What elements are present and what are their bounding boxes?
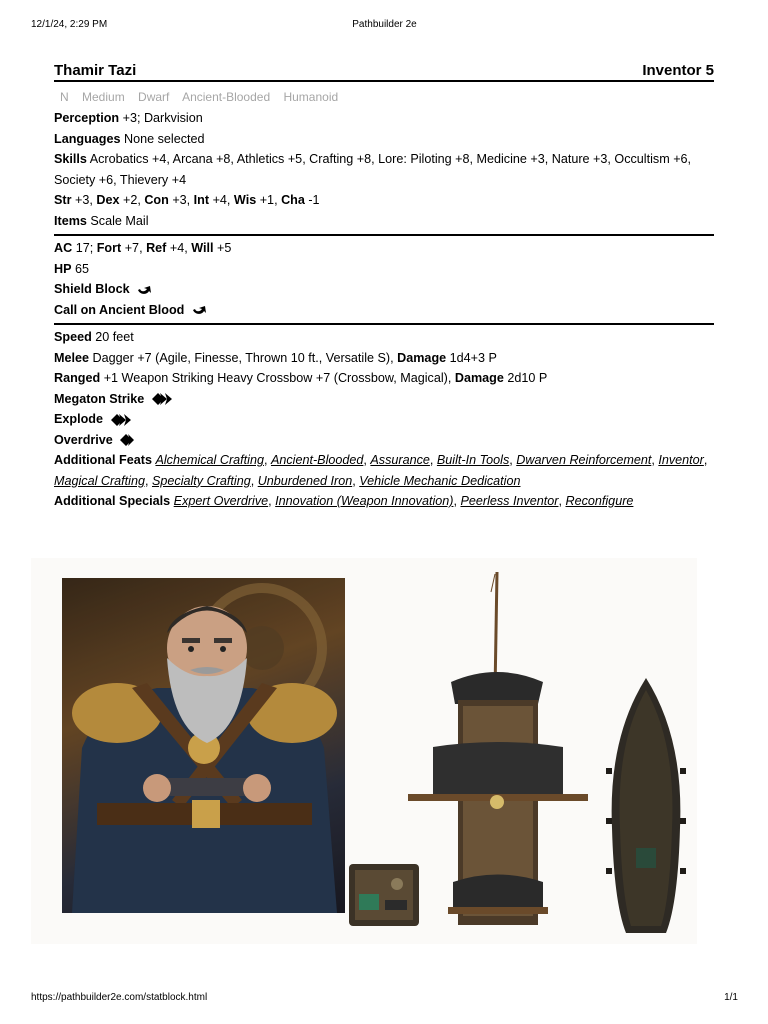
str-label: Str (54, 193, 72, 207)
additional-feats-label: Additional Feats (54, 453, 152, 467)
str-value: +3 (75, 193, 90, 207)
feat-link[interactable]: Unburdened Iron (257, 473, 353, 488)
hp-line (54, 259, 714, 280)
action-name: Overdrive (54, 432, 113, 447)
special-link[interactable]: Innovation (Weapon Innovation) (275, 494, 454, 508)
will-label: Will (191, 241, 214, 255)
feat-link[interactable]: Magical Crafting (54, 473, 145, 488)
airship-deck-image (403, 572, 593, 938)
two-action-icon (110, 413, 134, 427)
will-value: +5 (217, 241, 232, 255)
print-date: 12/1/24, 2:29 PM (31, 19, 108, 30)
action-explode (54, 409, 714, 430)
reaction-name: Shield Block (54, 282, 130, 296)
fort-label: Fort (96, 241, 122, 255)
character-name: Thamir Tazi (54, 62, 137, 79)
ship-hull-image (606, 678, 686, 938)
trait-size: Medium (82, 90, 125, 104)
hp-label: HP (54, 261, 72, 276)
dex-label: Dex (96, 193, 120, 207)
cha-value: -1 (308, 193, 320, 207)
feat-link[interactable]: Alchemical Crafting (155, 453, 264, 467)
melee-line (54, 348, 714, 369)
speed-line (54, 323, 714, 348)
feat-link[interactable]: Built-In Tools (436, 453, 510, 467)
trait-heritage: Ancient-Blooded (182, 90, 271, 104)
print-page-number: 1/1 (724, 992, 738, 1003)
one-action-icon (119, 433, 135, 447)
action-name: Megaton Strike (54, 391, 145, 406)
languages-label: Languages (54, 131, 121, 146)
special-link[interactable]: Expert Overdrive (173, 494, 269, 508)
ac-label: AC (54, 241, 73, 255)
dwarf-portrait (62, 578, 345, 913)
ref-value: +4 (169, 241, 185, 255)
feat-link[interactable]: Vehicle Mechanic Dedication (359, 473, 521, 488)
print-footer (31, 992, 738, 1006)
action-name: Explode (54, 412, 103, 426)
hp-value: 65 (75, 261, 90, 276)
ref-label: Ref (146, 241, 167, 255)
feat-link[interactable]: Inventor (658, 453, 704, 467)
character-artwork (31, 558, 697, 944)
print-title: Pathbuilder 2e (352, 19, 417, 30)
action-megaton-strike (54, 389, 714, 410)
feat-link[interactable]: Assurance (370, 453, 430, 467)
additional-specials-label: Additional Specials (54, 494, 171, 508)
character-class-level: Inventor 5 (642, 62, 714, 79)
ranged-damage-label: Damage (454, 371, 504, 385)
perception-line (54, 108, 714, 129)
int-value: +4 (212, 193, 227, 207)
speed-value: 20 feet (95, 330, 134, 344)
feat-link[interactable]: Dwarven Reinforcement (516, 453, 652, 467)
additional-specials-line: Additional Specials Expert Overdrive, Innovation (Weapon Innovation), Peerless Inventor, Reconfigure (54, 494, 634, 508)
ranged-label: Ranged (54, 371, 101, 385)
print-header (31, 19, 738, 33)
speed-label: Speed (54, 330, 92, 344)
items-value: Scale Mail (90, 213, 149, 228)
special-link[interactable]: Reconfigure (565, 494, 634, 508)
reaction-icon (136, 283, 152, 297)
melee-label: Melee (54, 350, 90, 365)
special-link[interactable]: Peerless Inventor (460, 494, 559, 508)
perception-label: Perception (54, 111, 120, 125)
melee-damage-value: 1d4+3 P (449, 350, 497, 365)
skills-value: Acrobatics +4, Arcana +8, Athletics +5, Crafting +8, Lore: Piloting +8, Medicine +3, Nature +3, Occultism +6, Society +6, Thievery +4 (54, 152, 692, 187)
languages-line (54, 129, 714, 150)
dex-value: +2 (122, 193, 138, 207)
melee-damage-label: Damage (397, 350, 447, 365)
abilities-line: Str +3, Dex +2, Con +3, Int +4, Wis +1, Cha -1 (54, 193, 320, 207)
wis-value: +1 (259, 193, 275, 207)
wis-label: Wis (233, 193, 257, 207)
fort-value: +7 (124, 241, 140, 255)
con-label: Con (144, 193, 169, 207)
trait-alignment: N (60, 90, 69, 104)
ranged-value: +1 Weapon Striking Heavy Crossbow +7 (Crossbow, Magical), (103, 371, 452, 385)
items-label: Items (54, 213, 87, 228)
melee-value: Dagger +7 (Agile, Finesse, Thrown 10 ft., Versatile S), (92, 350, 394, 365)
cha-label: Cha (281, 193, 305, 207)
defense-line: AC 17; Fort +7, Ref +4, Will +5 (54, 234, 714, 259)
feat-link[interactable]: Ancient-Blooded (270, 453, 364, 467)
ranged-damage-value: 2d10 P (507, 371, 548, 385)
ranged-line (54, 368, 714, 389)
trait-list (54, 90, 714, 108)
reaction-shield-block (54, 279, 714, 300)
additional-feats-line: Additional Feats Alchemical Crafting, Ancient-Blooded, Assurance, Built-In Tools, Dwarven Reinforcement, Inventor, Magical Crafting, Specialty Crafting, Unburdened Iron, Vehicle Mechanic Dedication (54, 453, 708, 488)
int-label: Int (193, 193, 210, 207)
statblock-title-row (54, 55, 714, 82)
reaction-call-on-ancient-blood (54, 300, 714, 321)
skills-label: Skills (54, 152, 87, 166)
reaction-icon (191, 303, 207, 317)
con-value: +3 (172, 193, 187, 207)
skills-line (54, 149, 714, 190)
statblock (54, 55, 714, 512)
feat-link[interactable]: Specialty Crafting (152, 473, 251, 488)
two-action-icon (151, 392, 175, 406)
reaction-name: Call on Ancient Blood (54, 302, 185, 317)
print-url: https://pathbuilder2e.com/statblock.html (31, 992, 208, 1003)
trait-ancestry: Dwarf (138, 90, 170, 104)
action-overdrive (54, 430, 714, 451)
items-line (54, 211, 714, 232)
trait-type: Humanoid (283, 90, 339, 104)
perception-value: +3; Darkvision (122, 111, 203, 125)
languages-value: None selected (123, 131, 205, 146)
ac-value: 17 (75, 241, 90, 255)
